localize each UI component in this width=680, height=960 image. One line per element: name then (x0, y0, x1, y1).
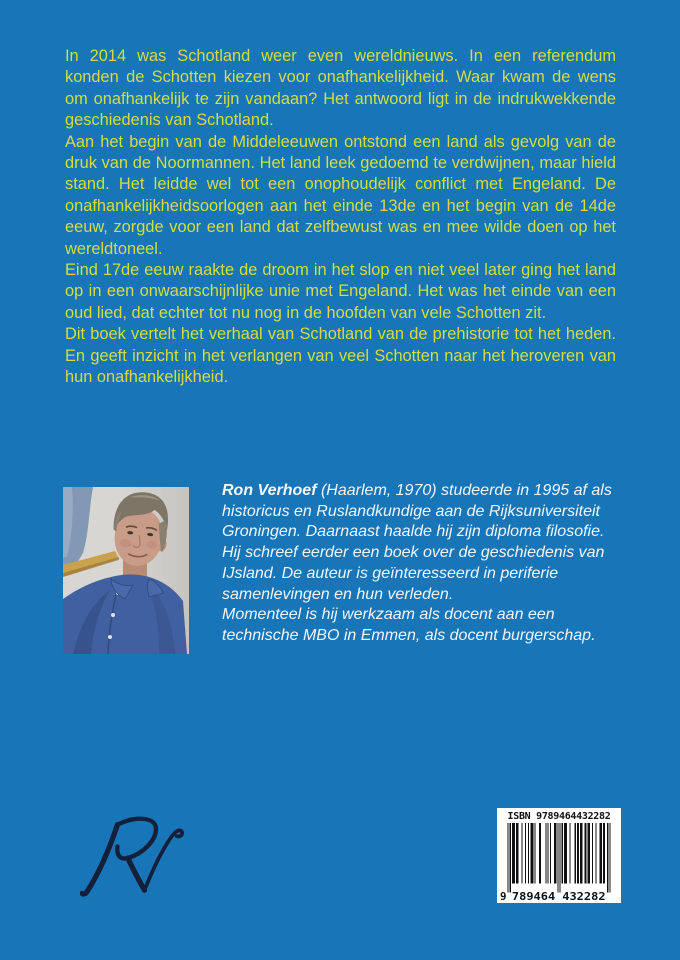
author-bio-paragraph-2: Momenteel is hij werkzaam als docent aan een technische MBO in Emmen, als docent burgerschap. (222, 606, 596, 644)
isbn-label: ISBN 9789464432282 (507, 811, 611, 822)
synopsis-paragraph-1: In 2014 was Schotland weer even wereldnieuws. In een referendum konden de Schotten kiezen voor onafhankelijkheid. Waar kwam de wens om onafhankelijk te zijn vandaan? Het antwoord ligt in de indrukwekkende geschiedenis van Schotland. (65, 47, 616, 130)
author-photo (63, 487, 189, 654)
synopsis-text (65, 46, 616, 389)
isbn-barcode (497, 808, 621, 903)
shirt-button (111, 613, 115, 617)
svg-text:789464: 789464 (511, 889, 556, 901)
shirt-button (108, 635, 112, 639)
author-name: Ron Verhoef (222, 482, 317, 499)
author-bio-paragraph-1 (222, 481, 618, 605)
author-bio (222, 481, 618, 647)
author-bio-text: (Haarlem, 1970) studeerde in 1995 af als historicus en Ruslandkundige aan de Rijksuniversiteit Groningen. Daarnaast haalde hij zijn diploma filosofie. Hij schreef eerder een boek over de geschiedenis van IJsland. De auteur is geïnteresseerd in periferie samenlevingen en hun verleden. (222, 482, 612, 603)
synopsis-paragraph-2: Aan het begin van de Middeleeuwen ontstond een land als gevolg van de druk van de Noormannen. Het land leek gedoemd te verdwijnen, maar hield stand. Het leidde wel tot een onophoudelijk conflict met Engeland. De onafhankelijkheidsoorlogen aan het einde 13de en het begin van de 14de eeuw, zorgde voor een land dat zelfbewust was en mee wilde doen op het wereldtoneel. (65, 132, 616, 258)
svg-text:432282: 432282 (562, 889, 606, 901)
synopsis-paragraph-4: Dit boek vertelt het verhaal van Schotland van de prehistorie tot het heden. En geeft inzicht in het verlangen van veel Schotten naar het heroveren van hun onafhankelijkheid. (65, 325, 616, 387)
synopsis-paragraph-3: Eind 17de eeuw raakte de droom in het slop en niet veel later ging het land op in een onwaarschijnlijke unie met Engeland. Het was het einde van een oud lied, dat echter tot nu nog in de hoofden van vele Schotten zit. (65, 261, 616, 322)
svg-text:9: 9 (500, 889, 507, 901)
rv-monogram-icon (80, 812, 184, 904)
ean13-bars (500, 823, 618, 901)
author-photo-illustration (63, 487, 189, 654)
publisher-monogram-logo (80, 812, 184, 904)
